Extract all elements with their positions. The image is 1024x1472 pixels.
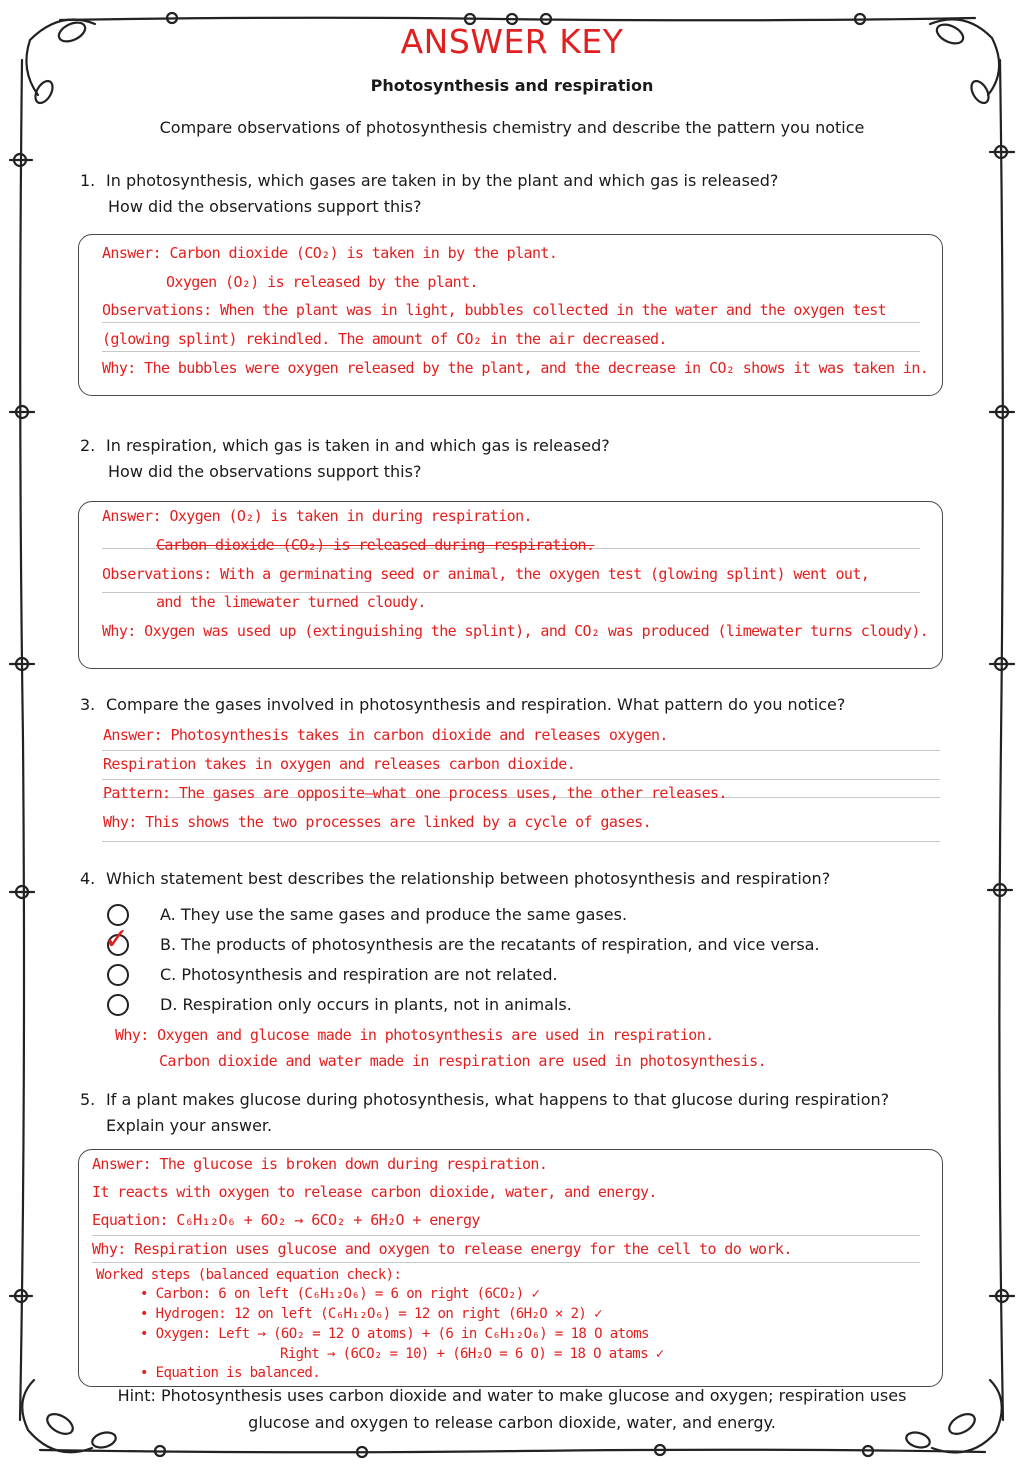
question-number: 3. [80, 695, 96, 714]
question-subtext: How did the observations support this? [108, 462, 422, 481]
option-a-text: A. They use the same gases and produce the same gases. [160, 905, 628, 924]
question-1 [80, 168, 778, 220]
question-5 [80, 1087, 889, 1139]
answer-box-2 [78, 501, 943, 669]
answer-why-text: Why: Oxygen and glucose made in photosynthesis are used in respiration. [115, 1026, 714, 1044]
answer-line [102, 841, 940, 842]
answer-line-text: Answer: Carbon dioxide (CO₂) is taken in by the plant. [102, 244, 558, 262]
hint-text: Hint: Photosynthesis uses carbon dioxide and water to make glucose and oxygen; respiration uses [117, 1386, 907, 1405]
answer-line-text: Answer: Oxygen (O₂) is taken in during respiration. [102, 507, 532, 525]
answer-line-text: Observations: With a germinating seed or animal, the oxygen test (glowing splint) went out, [102, 565, 870, 583]
worksheet-instructions: Compare observations of photosynthesis chemistry and describe the pattern you notice [159, 118, 865, 137]
radio-option-d[interactable] [107, 994, 129, 1016]
hint-text-continued: glucose and oxygen to release carbon dioxide, water, and energy. [248, 1413, 776, 1432]
checkmark-icon: ✓ [104, 922, 130, 957]
option-d-text: D. Respiration only occurs in plants, not in animals. [160, 995, 572, 1014]
worked-step: • Equation is balanced. [140, 1365, 321, 1381]
answer-line-text: Respiration takes in oxygen and releases carbon dioxide. [103, 755, 576, 773]
question-text: Compare the gases involved in photosynthesis and respiration. What pattern do you notice? [106, 695, 846, 714]
answer-line [102, 351, 920, 352]
answer-line-text: Why: Respiration uses glucose and oxygen to release energy for the cell to do work. [92, 1240, 792, 1258]
answer-line-text: Carbon dioxide (CO₂) is released during respiration. [156, 536, 595, 554]
answer-line-text: Answer: Photosynthesis takes in carbon dioxide and releases oxygen. [103, 726, 668, 744]
question-number: 2. [80, 436, 96, 455]
worked-step: • Carbon: 6 on left (C₆H₁₂O₆) = 6 on right (6CO₂) ✓ [140, 1286, 540, 1302]
answer-line [92, 1262, 920, 1263]
answer-line-text: Why: Oxygen was used up (extinguishing the splint), and CO₂ was produced (limewater turns cloudy). [102, 622, 929, 640]
answer-line-text: (glowing splint) rekindled. The amount of CO₂ in the air decreased. [102, 330, 667, 348]
question-text: Which statement best describes the relationship between photosynthesis and respiration? [106, 869, 831, 888]
question-subtext: How did the observations support this? [108, 197, 422, 216]
question-text: In photosynthesis, which gases are taken in by the plant and which gas is released? [106, 171, 779, 190]
page-title: ANSWER KEY [400, 22, 624, 61]
answer-line-text: and the limewater turned cloudy. [156, 593, 426, 611]
worked-step: • Oxygen: Left → (6O₂ = 12 O atoms) + (6 in C₆H₁₂O₆) = 18 O atoms [140, 1326, 649, 1342]
question-2 [80, 433, 610, 485]
answer-line-text: Pattern: The gases are opposite—what one process uses, the other releases. [103, 784, 727, 802]
question-text: In respiration, which gas is taken in and which gas is released? [106, 436, 610, 455]
question-number: 5. [80, 1090, 96, 1109]
question-subtext: Explain your answer. [106, 1116, 273, 1135]
answer-line [92, 1235, 920, 1236]
question-4 [80, 866, 830, 892]
answer-line-text: Answer: The glucose is broken down during respiration. [92, 1155, 548, 1173]
option-c-text: C. Photosynthesis and respiration are not related. [160, 965, 558, 984]
worked-step: • Hydrogen: 12 on left (C₆H₁₂O₆) = 12 on right (6H₂O × 2) ✓ [140, 1306, 602, 1322]
answer-line-text: It reacts with oxygen to release carbon dioxide, water, and energy. [92, 1183, 657, 1201]
worked-steps-title: Worked steps (balanced equation check): [96, 1267, 402, 1283]
radio-option-c[interactable] [107, 964, 129, 986]
answer-line-text: Why: This shows the two processes are linked by a cycle of gases. [103, 813, 652, 831]
answer-line [102, 322, 920, 323]
answer-line [102, 779, 940, 780]
answer-line-text: Observations: When the plant was in light, bubbles collected in the water and the oxygen test [102, 301, 887, 319]
question-3 [80, 692, 845, 718]
worksheet-subtitle: Photosynthesis and respiration [370, 76, 654, 95]
question-number: 1. [80, 171, 96, 190]
answer-line-text: Why: The bubbles were oxygen released by the plant, and the decrease in CO₂ shows it was taken in. [102, 359, 929, 377]
question-number: 4. [80, 869, 96, 888]
answer-line-text: Equation: C₆H₁₂O₆ + 6O₂ → 6CO₂ + 6H₂O + energy [92, 1211, 480, 1229]
answer-line-text: Oxygen (O₂) is released by the plant. [166, 273, 478, 291]
option-b-text: B. The products of photosynthesis are the recatants of respiration, and vice versa. [160, 935, 820, 954]
answer-line [102, 750, 940, 751]
question-text: If a plant makes glucose during photosynthesis, what happens to that glucose during respiration? [106, 1090, 890, 1109]
answer-why-text: Carbon dioxide and water made in respiration are used in photosynthesis. [159, 1052, 767, 1070]
worked-step: Right → (6CO₂ = 10) + (6H₂O = 6 O) = 18 O atams ✓ [280, 1346, 664, 1362]
